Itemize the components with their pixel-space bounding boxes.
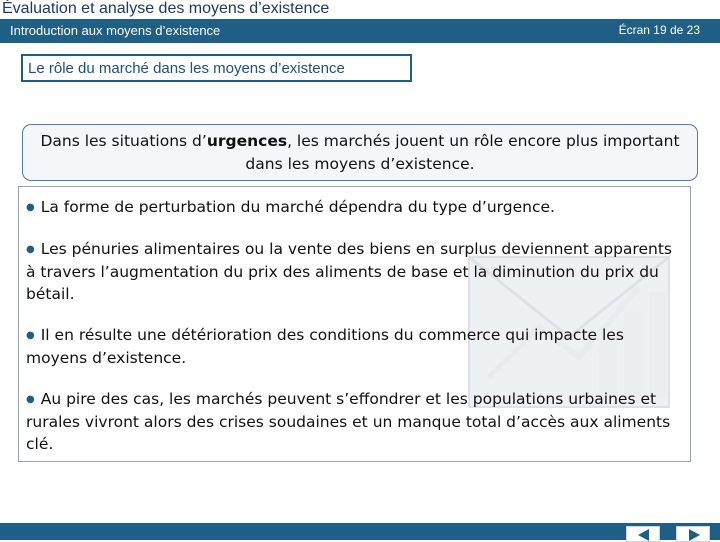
bullet-text: Les pénuries alimentaires ou la vente des biens en surplus deviennent apparents à travers l’augmentation du prix des aliments de base et la diminution du prix du bétail. [26,240,672,303]
left-arrow-icon [638,529,649,541]
page-title: Évaluation et analyse des moyens d’existence [0,0,720,19]
intro-callout [22,124,698,181]
screen-counter: Écran 19 de 23 [618,23,700,37]
list-item [26,196,686,219]
intro-emphasis: urgences [206,132,288,150]
footer-bar [0,523,720,540]
list-item [26,388,686,455]
bullet-text: La forme de perturbation du marché dépendra du type d’urgence. [40,198,555,216]
bullet-dot-icon: ● [26,202,35,213]
section-heading-box [21,54,412,82]
bullet-dot-icon: ● [26,394,35,405]
bullet-dot-icon: ● [26,330,35,341]
header-bar [0,19,720,43]
list-item [26,238,686,305]
bullet-dot-icon: ● [26,244,35,255]
module-subtitle: Introduction aux moyens d’existence [10,23,221,38]
bullet-text: Au pire des cas, les marchés peuvent s’effondrer et les populations urbaines et rurales vivront alors des crises soudaines et un manque total d’accès aux aliments clé. [26,390,671,453]
list-item [26,324,686,369]
bullet-content-box [18,186,691,462]
section-title: Le rôle du marché dans les moyens d’existence [28,60,345,77]
bullet-text: Il en résulte une détérioration des conditions du commerce qui impacte les moyens d’existence. [26,326,624,367]
intro-text-end: , les marchés jouent un rôle encore plus important dans les moyens d’existence. [245,132,680,173]
intro-text-start: Dans les situations d’ [40,132,207,150]
right-arrow-icon [689,529,700,541]
